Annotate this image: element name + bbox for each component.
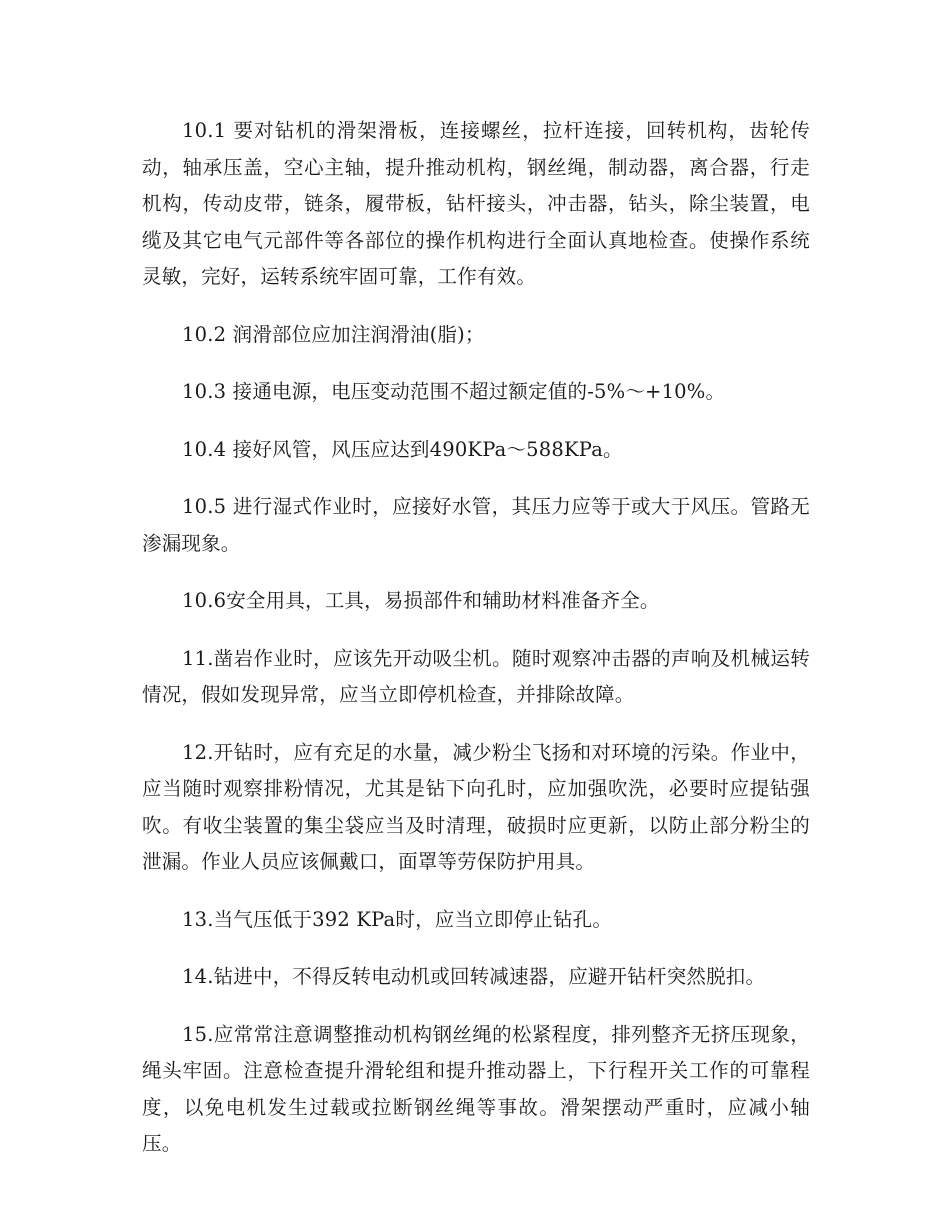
paragraph-15: 15.应常常注意调整推动机构钢丝绳的松紧程度，排列整齐无挤压现象，绳头牢固。注意检查提升滑轮组和提升推动器上，下行程开关工作的可靠程度，以免电机发生过载或拉断钢丝绳等事故。滑架摆动严重时，应减小轴压。 <box>142 1022 810 1155</box>
paragraph-12: 12.开钻时，应有充足的水量，减少粉尘飞扬和对环境的污染。作业中，应当随时观察排粉情况，尤其是钻下向孔时，应加强吹洗，必要时应提钻强吹。有收尘装置的集尘袋应当及时清理，破损时应更新，以防止部分粉尘的泄漏。作业人员应该佩戴口，面罩等劳保防护用具。 <box>142 740 810 873</box>
paragraph-10-2: 10.2 润滑部位应加注润滑油(脂)； <box>182 322 485 346</box>
paragraph-14: 14.钻进中，不得反转电动机或回转减速器，应避开钻杆突然脱扣。 <box>182 965 766 988</box>
paragraph-13: 13.当气压低于392 KPa时，应当立即停止钻孔。 <box>182 907 613 931</box>
paragraph-10-1: 10.1 要对钻机的滑架滑板，连接螺丝，拉杆连接，回转机构，齿轮传动，轴承压盖，空心主轴，提升推动机构，钢丝绳，制动器，离合器，行走机构，传动皮带，链条，履带板，钻杆接头，冲击器，钻头，除尘装置，电缆及其它电气元部件等各部位的操作机构进行全面认真地检查。使操作系统灵敏，完好，运转系统牢固可靠，工作有效。 <box>142 119 810 288</box>
paragraph-10-5: 10.5 进行湿式作业时，应接好水管，其压力应等于或大于风压。管路无渗漏现象。 <box>142 495 810 555</box>
paragraph-10-4: 10.4 接好风管，风压应达到490KPa～588KPa。 <box>182 437 623 461</box>
paragraph-10-6: 10.6安全用具，工具，易损部件和辅助材料准备齐全。 <box>182 589 660 612</box>
paragraph-10-3: 10.3 接通电源，电压变动范围不超过额定值的-5%～+10%。 <box>182 380 726 403</box>
paragraph-11: 11.凿岩作业时，应该先开动吸尘机。随时观察冲击器的声响及机械运转情况，假如发现异常，应当立即停机检查，并排除故障。 <box>142 646 810 706</box>
